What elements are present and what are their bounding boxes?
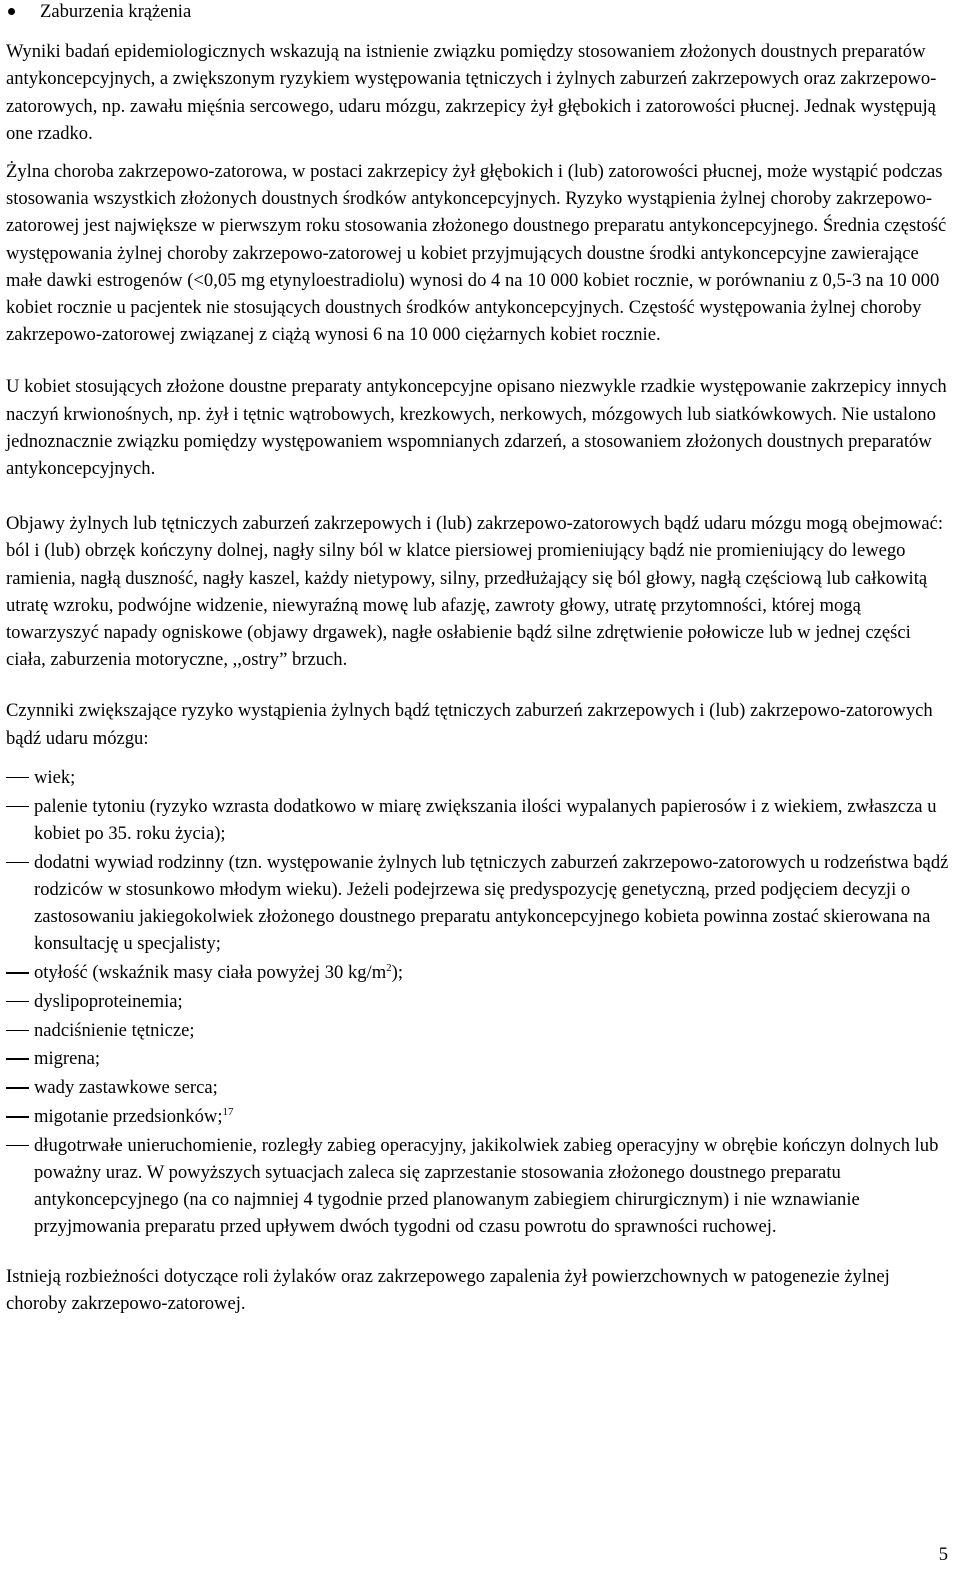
list-item (6, 988, 954, 1015)
section-heading (6, 0, 954, 25)
paragraph-venous-thromboembolism: Żylna choroba zakrzepowo-zatorowa, w postaci zakrzepicy żył głębokich i (lub) zatorowości płucnej, może wystąpić podczas stosowania wszystkich złożonych doustnych środków antykoncepcyjnych. Ryzyko wystąpienia żylnej choroby zakrzepowo-zatorowej jest największe w pierwszym roku stosowania złożonego doustnego preparatu antykoncepcyjnego. Średnia częstość występowania żylnej choroby zakrzepowo-zatorowej u kobiet przyjmujących doustne środki antykoncepcyjne zawierające małe dawki estrogenów (<0,05 mg etynyloestradiolu) wynosi do 4 na 10 000 kobiet rocznie, w porównaniu z 0,5-3 na 10 000 kobiet rocznie u pacjentek nie stosujących doustnych środków antykoncepcyjnych. Częstość występowania żylnej choroby zakrzepowo-zatorowej związanej z ciążą wynosi 6 na 10 000 ciężarnych kobiet rocznie. (6, 161, 947, 346)
list-item-text: migotanie przedsionków; (34, 1106, 223, 1128)
paragraph-varicose-veins: Istnieją rozbieżności dotyczące roli żylaków oraz zakrzepowego zapalenia żył powierzchownych w patogenezie żylnej choroby zakrzepowo-zatorowej. (6, 1265, 890, 1314)
dash-icon (6, 806, 29, 808)
paragraph-other-thrombosis: U kobiet stosujących złożone doustne preparaty antykoncepcyjne opisano niezwykle rzadkie występowanie zakrzepicy innych naczyń krwionośnych, np. żył i tętnic wątrobowych, krezkowych, nerkowych, mózgowych lub siatkówkowych. Nie ustalono jednoznacznie związku pomiędzy występowaniem wspomnianych zdarzeń, a stosowaniem złożonych doustnych preparatów antykoncepcyjnych. (6, 376, 947, 480)
list-item-text: nadciśnienie tętnicze; (34, 1019, 195, 1041)
list-item (6, 1045, 954, 1072)
footnote-reference: 17 (222, 1106, 234, 1119)
list-item-text: wiek; (34, 766, 76, 788)
paragraph-epidemiology: Wyniki badań epidemiologicznych wskazują na istnienie związku pomiędzy stosowaniem złożonych doustnych preparatów antykoncepcyjnych, a zwiększonym ryzykiem występowania tętniczych i żylnych zaburzeń zakrzepowych oraz zakrzepowo-zatorowych, np. zawału mięśnia sercowego, udaru mózgu, zakrzepicy żył głębokich i zatorowości płucnej. Jednak występują one rzadko. (6, 41, 937, 144)
list-item (6, 1074, 954, 1101)
risk-factors-list (6, 764, 954, 1241)
dash-icon (6, 777, 29, 779)
list-item-text: dyslipoproteinemia; (34, 990, 183, 1012)
list-item-text: wady zastawkowe serca; (34, 1077, 218, 1099)
list-item (6, 959, 954, 986)
list-item (6, 849, 954, 958)
dash-icon (6, 1087, 29, 1089)
dash-icon (6, 1145, 29, 1147)
paragraph-symptoms: Objawy żylnych lub tętniczych zaburzeń zakrzepowych i (lub) zakrzepowo-zatorowych bądź udaru mózgu mogą obejmować: ból i (lub) obrzęk kończyny dolnej, nagły silny ból w klatce piersiowej promieniujący bądź nie promieniujący do lewego ramienia, nagłą duszność, nagły kaszel, każdy nietypowy, silny, przedłużający się ból głowy, nagłą częściową lub całkowitą utratę wzroku, podwójne widzenie, niewyraźną mowę lub afazję, zawroty głowy, utratę przytomności, której mogą towarzyszyć napady ogniskowe (objawy drgawek), nagłe osłabienie bądź silne zdrętwienie połowicze lub w jednej części ciała, zaburzenia motoryczne, ,,ostry” brzuch. (6, 513, 944, 671)
dash-icon (6, 1116, 29, 1118)
list-item (6, 764, 954, 791)
list-item-text: otyłość (wskaźnik masy ciała powyżej 30 kg/m (34, 962, 387, 984)
list-item-text: dodatni wywiad rodzinny (tzn. występowanie żylnych lub tętniczych zaburzeń zakrzepowo-zatorowych u rodzeństwa bądź rodziców w stosunkowo młodym wieku). Jeżeli podejrzewa się predyspozycję genetyczną, przed podjęciem decyzji o zastosowaniu jakiegokolwiek złożonego doustnego preparatu antykoncepcyjnego kobieta powinna zostać skierowana na konsultację u specjalisty; (34, 851, 949, 955)
dash-icon (6, 1030, 29, 1032)
page-number: 5 (938, 1544, 948, 1565)
list-item-text: długotrwałe unieruchomienie, rozległy zabieg operacyjny, jakikolwiek zabieg operacyjny w obrębie kończyn dolnych lub poważny uraz. W powyższych sytuacjach zaleca się zaprzestanie stosowania złożonego doustnego preparatu antykoncepcyjnego (na co najmniej 4 tygodnie przed planowanym zabiegiem chirurgicznym) i nie wznawianie przyjmowania preparatu przed upływem dwóch tygodni od czasu powrotu do sprawności ruchowej. (34, 1134, 939, 1238)
list-item-text: migrena; (34, 1048, 101, 1070)
dash-icon (6, 862, 29, 864)
dash-icon (6, 1058, 29, 1060)
paragraph-risk-factors-intro: Czynniki zwiększające ryzyko wystąpienia żylnych bądź tętniczych zaburzeń zakrzepowych i (lub) zakrzepowo-zatorowych bądź udaru mózgu: (6, 700, 933, 749)
bullet-icon (8, 8, 15, 15)
list-item (6, 1017, 954, 1044)
list-item-text: ); (391, 962, 404, 984)
list-item (6, 1103, 954, 1130)
dash-icon (6, 972, 29, 974)
list-item-text: palenie tytoniu (ryzyko wzrasta dodatkowo w miarę zwiększania ilości wypalanych papierosów i z wiekiem, zwłaszcza u kobiet po 35. roku życia); (34, 795, 937, 844)
section-heading-text: Zaburzenia krążenia (40, 1, 192, 22)
document-page (6, 0, 954, 1317)
dash-icon (6, 1001, 29, 1003)
list-item (6, 1132, 954, 1241)
superscript: 2 (386, 962, 392, 975)
list-item (6, 793, 954, 847)
